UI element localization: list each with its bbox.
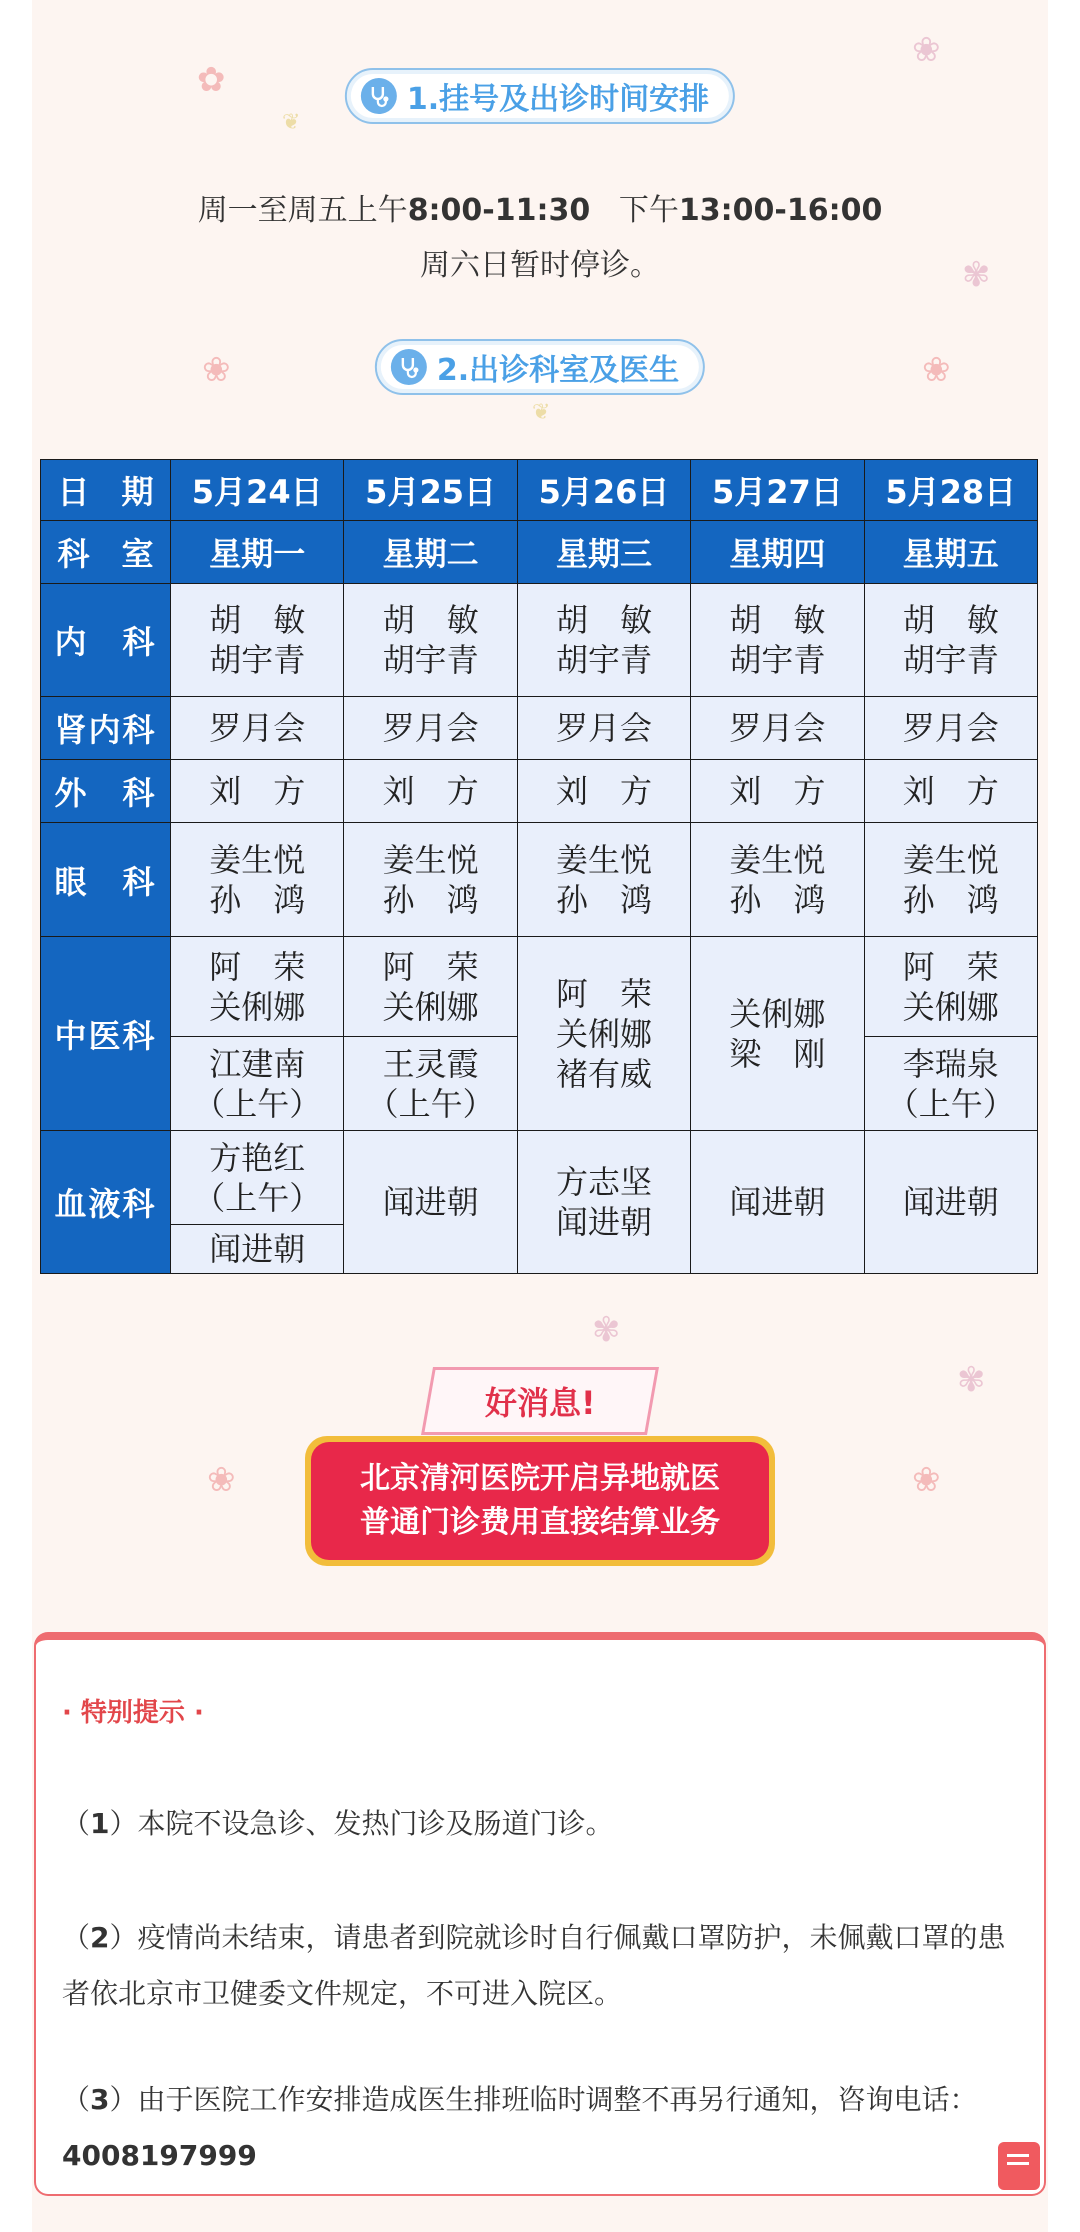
table-row xyxy=(41,1131,1038,1225)
weekday-header: 星期五 xyxy=(864,521,1037,584)
hours-am: 8:00-11:30 xyxy=(407,193,591,228)
flower-decoration-icon: ✾ xyxy=(962,255,991,295)
dept-xueye: 血液科 xyxy=(41,1131,171,1274)
table-row xyxy=(41,697,1038,760)
news-banner-inner xyxy=(311,1442,769,1560)
flower-decoration-icon: ❀ xyxy=(912,1460,941,1500)
tip-item: （1）本院不设急诊、发热门诊及肠道门诊。 xyxy=(62,1807,614,1840)
section-title-schedule xyxy=(345,68,735,124)
doctor-cell: 闻进朝 xyxy=(864,1131,1037,1274)
doctor-cell: 刘 方 xyxy=(691,760,864,823)
doctor-cell: 罗月会 xyxy=(864,697,1037,760)
section-title-text: 1.挂号及出诊时间安排 xyxy=(406,82,710,117)
doctor-cell: 姜生悦 孙 鸿 xyxy=(691,823,864,937)
weekday-header: 星期四 xyxy=(691,521,864,584)
section-title-doctors xyxy=(375,339,705,395)
date-header-label: 日 期 xyxy=(41,460,171,521)
doctor-cell: 刘 方 xyxy=(171,760,344,823)
flower-decoration-icon: ❀ xyxy=(207,1460,236,1500)
doctor-cell: 姜生悦 孙 鸿 xyxy=(344,823,517,937)
weekday-header: 星期一 xyxy=(171,521,344,584)
stethoscope-icon xyxy=(361,78,397,114)
section-title-text: 2.出诊科室及医生 xyxy=(436,353,680,388)
doctor-cell: 李瑞泉 （上午） xyxy=(864,1037,1037,1131)
date-header: 5月26日 xyxy=(517,460,690,521)
doctor-cell: 刘 方 xyxy=(517,760,690,823)
tip-number: 2 xyxy=(90,1921,110,1954)
doctor-cell: 罗月会 xyxy=(691,697,864,760)
flower-decoration-icon: ✾ xyxy=(957,1360,986,1400)
table-row xyxy=(41,584,1038,697)
hours-mid: 下午 xyxy=(618,193,679,228)
table-row xyxy=(41,760,1038,823)
weekday-header: 星期二 xyxy=(344,521,517,584)
stethoscope-icon xyxy=(391,349,427,385)
tip-number: 1 xyxy=(90,1807,110,1840)
doctor-cell: 罗月会 xyxy=(344,697,517,760)
news-banner[interactable] xyxy=(305,1436,775,1566)
book-icon[interactable] xyxy=(998,2142,1040,2190)
date-header: 5月25日 xyxy=(344,460,517,521)
doctor-cell: 姜生悦 孙 鸿 xyxy=(171,823,344,937)
dept-yanke: 眼 科 xyxy=(41,823,171,937)
phone-number[interactable]: 4008197999 xyxy=(62,2139,257,2172)
dept-waike: 外 科 xyxy=(41,760,171,823)
tip-number: 3 xyxy=(90,2083,110,2116)
doctor-cell: 阿 荣 关俐娜 xyxy=(171,937,344,1037)
good-news-tag xyxy=(421,1367,659,1435)
doctor-cell: 胡 敏 胡宇青 xyxy=(344,584,517,697)
doctor-cell: 姜生悦 孙 鸿 xyxy=(517,823,690,937)
doctor-cell: 闻进朝 xyxy=(344,1131,517,1274)
clinic-hours-line1 xyxy=(32,185,1048,229)
doctor-cell: 胡 敏 胡宇青 xyxy=(517,584,690,697)
doctor-cell: 闻进朝 xyxy=(171,1225,344,1274)
news-line1: 北京清河医院开启异地就医 xyxy=(360,1461,720,1496)
doctor-cell: 阿 荣 关俐娜 xyxy=(864,937,1037,1037)
doctor-cell: 方艳红 （上午） xyxy=(171,1131,344,1225)
doctor-cell: 罗月会 xyxy=(517,697,690,760)
table-row xyxy=(41,521,1038,584)
leaf-decoration-icon: ❦ xyxy=(282,110,301,135)
flower-decoration-icon: ❀ xyxy=(202,350,231,390)
doctor-cell: 王灵霞 （上午） xyxy=(344,1037,517,1131)
doctor-cell: 关俐娜 梁 刚 xyxy=(691,937,864,1131)
doctor-cell: 阿 荣 关俐娜 xyxy=(344,937,517,1037)
flower-decoration-icon: ❀ xyxy=(922,350,951,390)
doctor-cell: 刘 方 xyxy=(864,760,1037,823)
doctor-cell: 刘 方 xyxy=(344,760,517,823)
clinic-hours-line2: 周六日暂时停诊。 xyxy=(420,248,660,283)
special-tips-card xyxy=(34,1632,1046,2196)
schedule-table xyxy=(40,459,1038,1274)
dept-neike: 内 科 xyxy=(41,584,171,697)
dept-shennei: 肾内科 xyxy=(41,697,171,760)
date-header: 5月24日 xyxy=(171,460,344,521)
hours-pm: 13:00-16:00 xyxy=(678,193,883,228)
tip-text: 疫情尚未结束，请患者到院就诊时自行佩戴口罩防护，未佩戴口罩的患者依北京市卫健委文件规定，不可进入院区。 xyxy=(62,1921,1006,2010)
doctor-cell: 姜生悦 孙 鸿 xyxy=(864,823,1037,937)
tips-title: · 特别提示 · xyxy=(62,1698,204,1728)
good-news-text: 好消息! xyxy=(484,1384,596,1422)
table-row xyxy=(41,823,1038,937)
news-line2: 普通门诊费用直接结算业务 xyxy=(360,1505,720,1540)
date-header: 5月27日 xyxy=(691,460,864,521)
doctor-cell: 阿 荣 关俐娜 褚有威 xyxy=(517,937,690,1131)
dept-header-label: 科 室 xyxy=(41,521,171,584)
date-header: 5月28日 xyxy=(864,460,1037,521)
leaf-decoration-icon: ❦ xyxy=(532,400,551,425)
tip-item: （2）疫情尚未结束，请患者到院就诊时自行佩戴口罩防护，未佩戴口罩的患者依北京市卫健委文件规定，不可进入院区。 xyxy=(62,1921,1006,2010)
page-background xyxy=(32,0,1048,2232)
doctor-cell: 胡 敏 胡宇青 xyxy=(171,584,344,697)
flower-decoration-icon: ❀ xyxy=(912,30,941,70)
hours-prefix: 周一至周五上午 xyxy=(197,193,408,228)
weekday-header: 星期三 xyxy=(517,521,690,584)
doctor-cell: 胡 敏 胡宇青 xyxy=(864,584,1037,697)
doctor-cell: 罗月会 xyxy=(171,697,344,760)
dept-zhongyi: 中医科 xyxy=(41,937,171,1131)
flower-decoration-icon: ✾ xyxy=(592,1310,621,1350)
doctor-cell: 闻进朝 xyxy=(691,1131,864,1274)
table-row xyxy=(41,460,1038,521)
tip-text: 由于医院工作安排造成医生排班临时调整不再另行通知，咨询电话： xyxy=(137,2083,978,2116)
doctor-cell: 胡 敏 胡宇青 xyxy=(691,584,864,697)
tip-item: （3）由于医院工作安排造成医生排班临时调整不再另行通知，咨询电话：4008197999 xyxy=(62,2083,978,2172)
tip-text: 本院不设急诊、发热门诊及肠道门诊。 xyxy=(137,1807,614,1840)
flower-decoration-icon: ✿ xyxy=(197,60,226,100)
table-row xyxy=(41,937,1038,1037)
doctor-cell: 江建南 （上午） xyxy=(171,1037,344,1131)
doctor-cell: 方志坚 闻进朝 xyxy=(517,1131,690,1274)
